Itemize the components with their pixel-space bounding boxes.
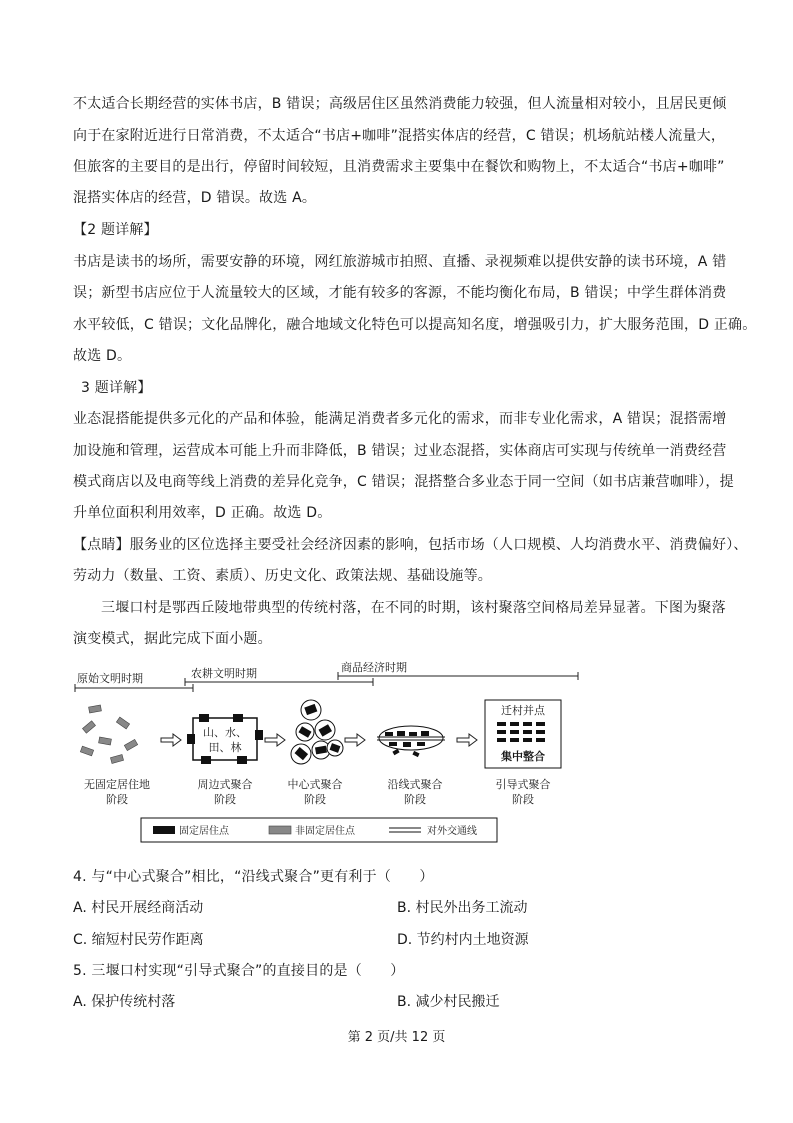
period-label: 原始文明时期 [77, 672, 143, 685]
paragraph-line: 故选 D。 [73, 348, 132, 364]
legend-label: 非固定居住点 [295, 826, 355, 837]
scattered-dwellings-icon [80, 705, 137, 763]
paragraph-line: 不太适合长期经营的实体书店，B 错误；高级居住区虽然消费能力较强，但人流量相对较小，且居民更倾 [73, 96, 727, 112]
central-cluster-icon [291, 700, 343, 764]
box-label: 集中整合 [501, 750, 545, 763]
option-a[interactable]: A. 保护传统村落 [73, 994, 176, 1010]
legend-label: 对外交通线 [427, 826, 477, 837]
paragraph-line: 模式商店以及电商等线上消费的差异化竞争，C 错误；混搭整合多业态于同一空间（如书店兼营咖啡），提 [73, 474, 734, 490]
paragraph-line: 书店是读书的场所，需要安静的环境，网红旅游城市拍照、直播、录视频难以提供安静的读书环境，A 错 [73, 254, 727, 270]
stage-label: 引导式聚合 [495, 778, 551, 791]
box-label: 山、水、 [203, 726, 247, 739]
paragraph-line: 劳动力（数量、工资、素质）、历史文化、政策法规、基础设施等。 [73, 568, 492, 584]
paragraph-line: 升单位面积利用效率，D 正确。故选 D。 [73, 505, 332, 521]
stage-label: 阶段 [404, 793, 426, 806]
period-label: 农耕文明时期 [191, 667, 257, 680]
paragraph-line: 业态混搭能提供多元化的产品和体验，能满足消费者多元化的需求，而非专业化需求，A 错误；混搭需增 [73, 411, 727, 427]
option-b[interactable]: B. 减少村民搬迁 [397, 994, 500, 1010]
tip-line: 【点睛】服务业的区位选择主要受社会经济因素的影响，包括市场（人口规模、人均消费水平、消费偏好）、 [73, 537, 748, 553]
arrow-icon [265, 734, 285, 746]
paragraph-line: 混搭实体店的经营，D 错误。故选 A。 [73, 190, 317, 206]
stage-label: 沿线式聚合 [387, 778, 443, 791]
box-label: 迁村并点 [501, 704, 545, 717]
intro-line: 演变模式，据此完成下面小题。 [73, 631, 272, 647]
settlement-evolution-figure [73, 658, 581, 848]
section-heading: 【2 题详解】 [73, 222, 158, 238]
peripheral-cluster-icon [187, 714, 263, 764]
stage-label: 中心式聚合 [287, 778, 343, 791]
option-c[interactable]: C. 缩短村民劳作距离 [73, 932, 204, 948]
intro-line: 三堰口村是鄂西丘陵地带典型的传统村落，在不同的时期，该村聚落空间格局差异显著。下图为聚落 [101, 600, 726, 616]
linear-cluster-icon [377, 726, 445, 757]
paragraph-line: 向于在家附近进行日常消费，不太适合“书店+咖啡”混搭实体店的经营，C 错误；机场航站楼人流量大， [73, 128, 726, 144]
arrow-icon [345, 734, 365, 746]
option-a[interactable]: A. 村民开展经商活动 [73, 900, 204, 916]
guided-cluster-icon [485, 700, 561, 768]
stage-label: 无固定居住地 [84, 778, 150, 791]
legend-label: 固定居住点 [179, 826, 229, 837]
stage-label: 阶段 [512, 793, 534, 806]
period-label: 商品经济时期 [341, 661, 407, 674]
section-heading: 3 题详解】 [81, 380, 152, 396]
figure-legend [141, 818, 497, 842]
paragraph-line: 但旅客的主要目的是出行，停留时间较短，且消费需求主要集中在餐饮和购物上，不太适合“书店+咖啡” [73, 159, 725, 175]
arrow-icon [457, 734, 477, 746]
stage-label: 周边式聚合 [197, 778, 253, 791]
paragraph-line: 水平较低，C 错误；文化品牌化，融合地域文化特色可以提高知名度，增强吸引力，扩大服务范围，D 正确。 [73, 317, 757, 333]
question-stem: 5. 三堰口村实现“引导式聚合”的直接目的是（ ） [73, 963, 405, 979]
paragraph-line: 加设施和管理，运营成本可能上升而非降低，B 错误；过业态混搭，实体商店可实现与传统单一消费经营 [73, 443, 727, 459]
stage-label: 阶段 [304, 793, 326, 806]
option-b[interactable]: B. 村民外出务工流动 [397, 900, 528, 916]
question-stem: 4. 与“中心式聚合”相比，“沿线式聚合”更有利于（ ） [73, 869, 434, 885]
box-label: 田、林 [208, 741, 242, 754]
page-footer: 第 2 页/共 12 页 [347, 1030, 446, 1045]
stage-label: 阶段 [106, 793, 128, 806]
stage-label: 阶段 [214, 793, 236, 806]
arrow-icon [161, 734, 181, 746]
paragraph-line: 误；新型书店应位于人流量较大的区域，才能有较多的客源，不能均衡化布局，B 错误；中学生群体消费 [73, 285, 727, 301]
option-d[interactable]: D. 节约村内土地资源 [397, 932, 529, 948]
